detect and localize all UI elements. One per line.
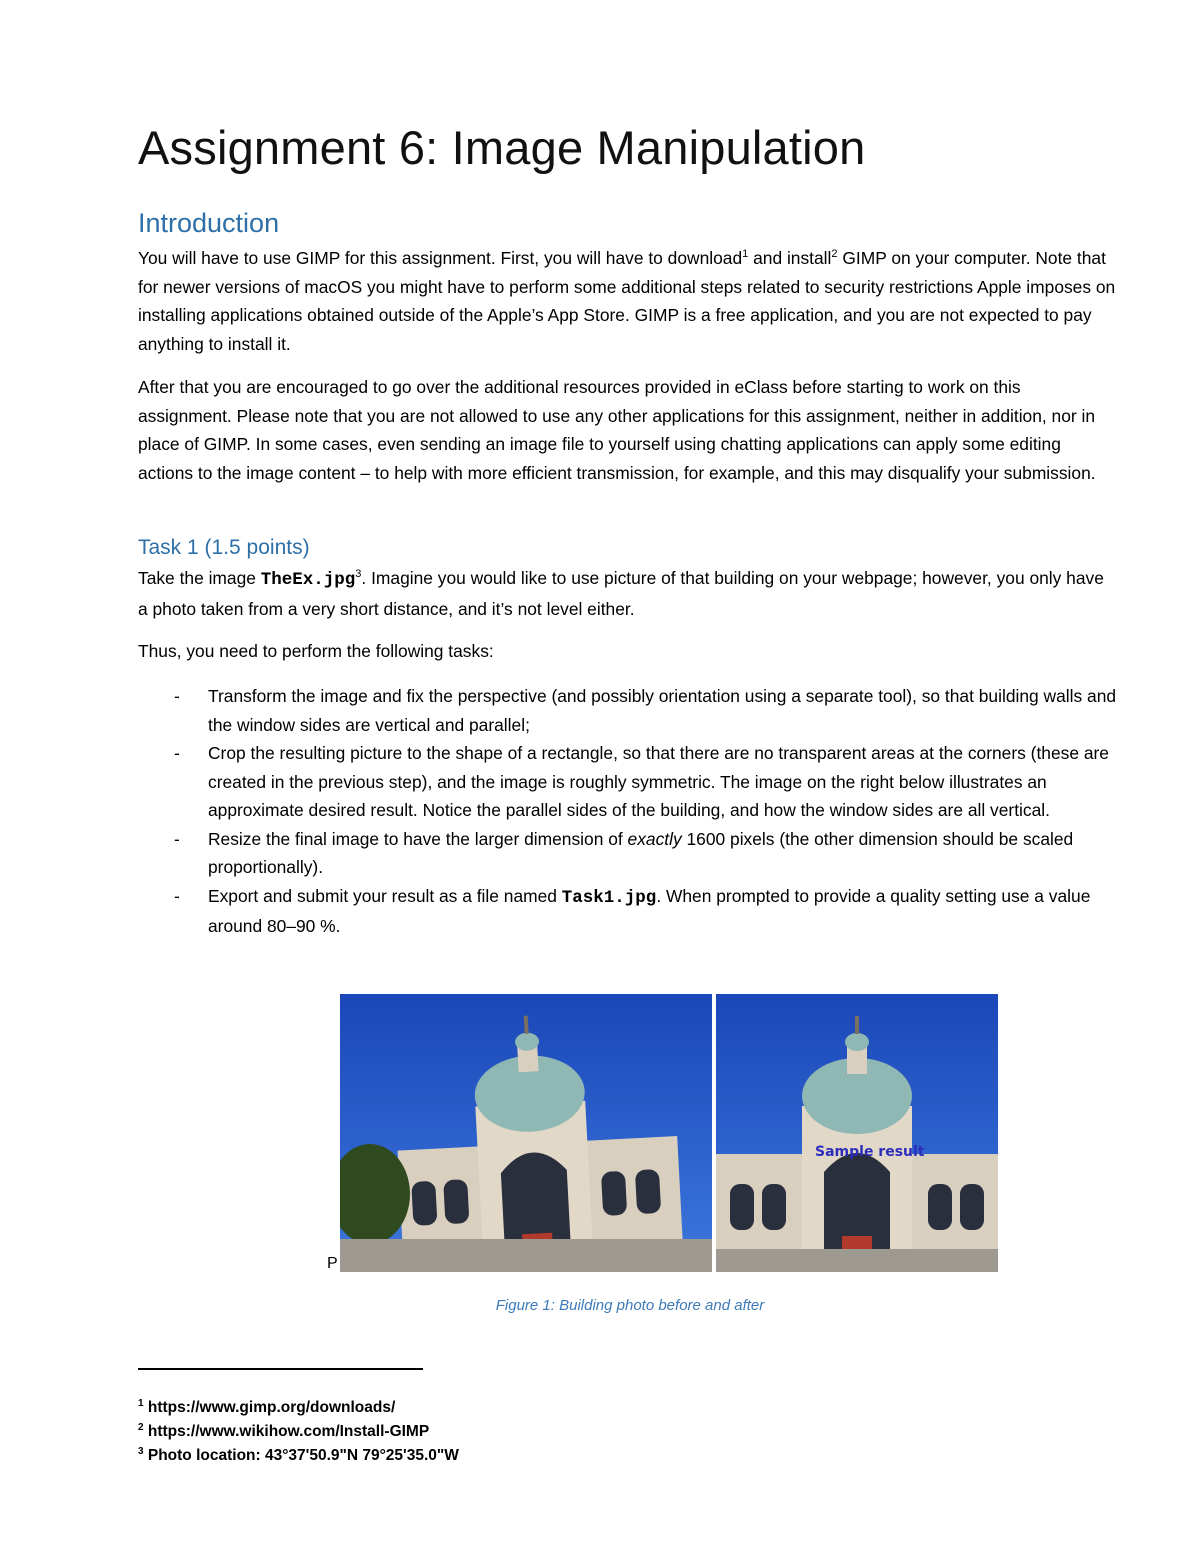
footnote-3	[138, 1444, 459, 1468]
emphasis-exactly: exactly	[627, 828, 682, 849]
document-title: Assignment 6: Image Manipulation	[138, 121, 866, 174]
figure-images	[340, 994, 998, 1272]
footnote-2	[138, 1420, 459, 1444]
intro-text-b: and install	[748, 248, 832, 268]
list-item	[138, 882, 1123, 941]
list-item-text: Resize the final image to have the larger dimension of	[208, 828, 628, 849]
task1-text-a: Take the image	[138, 568, 261, 588]
intro-paragraph-1	[138, 244, 1118, 358]
intro-text-c: GIMP on your computer. Note that for newer versions of macOS you might have to perform some additional steps related to security restrictions Apple imposes on installing applications obtained outside of the Apple’s App Store. GIMP is a free application, and you are not expected to pay anything to install it.	[138, 248, 1116, 354]
list-item-text: Export and submit your result as a file named	[208, 885, 562, 906]
list-item-text: . When prompted to provide a quality setting use a value around 80–90 %.	[208, 885, 1091, 936]
footnote-link-wikihow[interactable]: https://www.wikihow.com/Install-GIMP	[147, 1423, 430, 1440]
list-dash: -	[174, 828, 180, 849]
stray-letter: P	[327, 1255, 338, 1272]
list-dash: -	[174, 686, 180, 706]
intro-text-a: You will have to use GIMP for this assignment. First, you will have to download	[138, 248, 743, 268]
task1-text-b: . Imagine you would like to use picture of that building on your webpage; however, you only have a photo taken from a very short distance, and it’s not level either.	[138, 568, 1104, 619]
task1-paragraph-1	[138, 564, 1118, 623]
footnote-ref-1[interactable]: 1	[742, 248, 749, 261]
footnote-number: 3	[138, 1445, 144, 1457]
list-item-text: Transform the image and fix the perspective (and possibly orientation using a separate tool), so that building walls and the window sides are vertical and parallel;	[208, 686, 1117, 735]
list-item	[138, 682, 1123, 739]
list-item	[138, 825, 1123, 882]
sample-result-label: Sample result	[815, 1144, 925, 1160]
section-heading-task-1: Task 1 (1.5 points)	[138, 536, 310, 559]
footnote-photo-location: Photo location: 43°37'50.9"N 79°25'35.0"W	[147, 1447, 459, 1464]
after-photo	[716, 994, 998, 1272]
figure-caption: Figure 1: Building photo before and after	[495, 1297, 765, 1314]
list-dash: -	[174, 743, 180, 763]
list-item	[138, 739, 1123, 825]
footnotes	[138, 1396, 459, 1468]
list-item-text: 1600 pixels (the other dimension should be scaled proportionally).	[208, 828, 1074, 877]
task1-paragraph-2: Thus, you need to perform the following tasks:	[138, 641, 494, 661]
before-photo	[340, 994, 712, 1272]
filename-task1: Task1.jpg	[561, 887, 657, 908]
task-list	[138, 682, 1123, 941]
intro-paragraph-2: After that you are encouraged to go over the additional resources provided in eClass before starting to work on this assignment. Please note that you are not allowed to use any other applications for this assignment, neither in addition, nor in place of GIMP. In some cases, even sending an image file to yourself using chatting applications can apply some editing actions to the image content – to help with more efficient transmission, for example, and this may disqualify your submission.	[138, 377, 1096, 483]
footnote-ref-2[interactable]: 2	[831, 248, 838, 261]
footnote-link-gimp-downloads[interactable]: https://www.gimp.org/downloads/	[147, 1399, 396, 1416]
list-dash: -	[174, 885, 180, 906]
footnote-1	[138, 1396, 459, 1420]
footnote-number: 1	[138, 1397, 144, 1409]
section-heading-introduction: Introduction	[138, 208, 280, 238]
list-item-text: Crop the resulting picture to the shape of a rectangle, so that there are no transparent areas at the corners (these are created in the previous step), and the image is roughly symmetric. The image on the right below illustrates an approximate desired result. Notice the parallel sides of the building, and how the window sides are all vertical.	[208, 743, 1109, 820]
footnote-divider	[138, 1368, 423, 1370]
footnote-ref-3[interactable]: 3	[355, 568, 362, 581]
footnote-number: 2	[138, 1421, 144, 1433]
filename-theex: TheEx.jpg	[260, 570, 356, 590]
